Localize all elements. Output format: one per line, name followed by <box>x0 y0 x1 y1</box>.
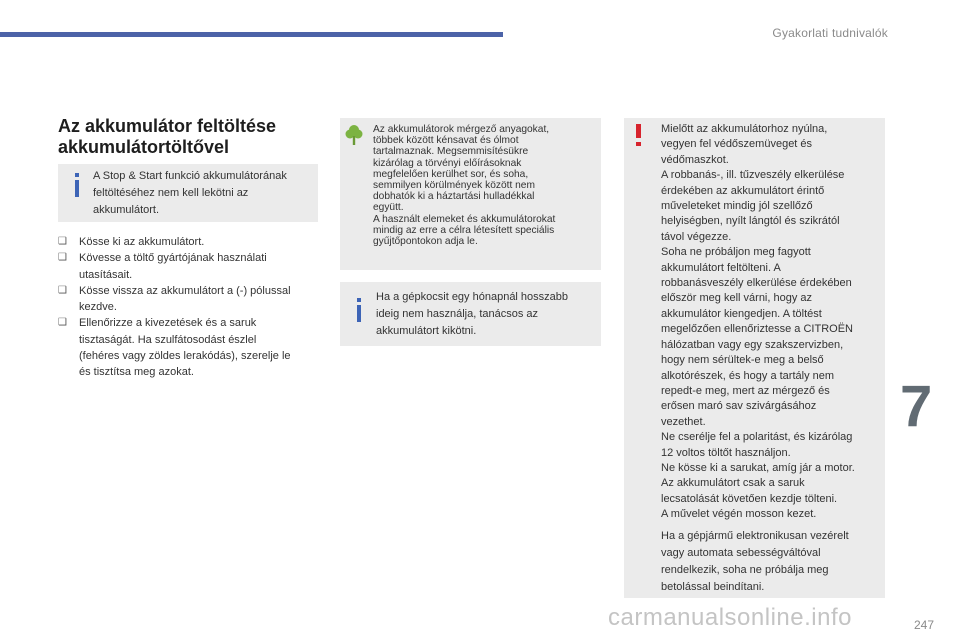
info-box-text: A Stop & Start funkció akkumulátorának feltöltéséhez nem kell lekötni az akkumulátort. <box>93 170 287 216</box>
list-item: ❑ Kösse vissza az akkumulátort a (-) pólussal kezdve. <box>58 284 291 314</box>
page-title <box>58 116 328 158</box>
checkbox-bullet-icon: ❑ <box>58 317 67 329</box>
info-box-text: Ha a gépkocsit egy hónapnál hosszabb ideig nem használja, tanácsos az akkumulátort kikötni. <box>376 291 569 337</box>
warning-box-tail-text: Ha a gépjármű elektronikusan vezérelt vagy automata sebességváltóval rendelkezik, soha ne próbálja meg betolással beindítani. <box>661 530 849 593</box>
checkbox-bullet-icon: ❑ <box>58 236 67 247</box>
checkbox-bullet-icon: ❑ <box>58 284 67 296</box>
warning-box-text: Mielőtt az akkumulátorhoz nyúlna, vegyen fel védőszemüveget és védőmaszkot. A robbanás-, ill. tűzveszély elkerülése érdekében az akkumulátort érintő műveleteket mindig jól szellőző helyiségben, nyílt lángtól és szikrától távol végezze. Soha ne próbáljon meg fagyott akkumulátort feltölteni. A robbanásveszély elkerülése érdekében először meg kell várni, hogy az akkumulátor kiengedjen. A töltést megelőzően ellenőriztesse a CITROËN hálózatban vagy egy szakszervizben, hogy nem sérültek-e meg a belső alkotórészek, és hogy a tartály nem repedt-e meg, mert az mérgező és erősen maró sav szivárgásához vezethet. Ne cserélje fel a polaritást, és kizárólag 12 voltos töltőt használjon. Ne kösse ki a sarukat, amíg jár a motor. Az akkumulátort csak a saruk lecsatolását követően kezdje tölteni. A művelet végén mosson kezet. <box>661 123 855 521</box>
recycle-box-text: Az akkumulátorok mérgező anyagokat, többek között kénsavat és ólmot tartalmaznak. Megsemmisítésükre kizárólag a törvényi előírásoknak megfelelően kerülhet sor, és soha, semmilyen körülmények között nem dobhatók ki a háztartási hulladékkal együtt. A használt elemeket és akkumulátorokat mindig az erre a célra létesített speciális gyűjtőpontokon adja le. <box>373 124 556 248</box>
warning-exclamation-dot <box>636 142 641 146</box>
warning-exclamation-icon <box>636 124 641 138</box>
page-number: 247 <box>914 618 935 632</box>
list-item: ❑ Kösse ki az akkumulátort. <box>58 234 322 250</box>
info-box-stop-start <box>58 164 318 222</box>
list-item: ❑ Ellenőrizze a kivezetések és a saruk tisztaságát. Ha szulfátosodást észlel (fehéres vagy zöldes lerakódás), szerelje le és tisztítsa meg azokat. <box>58 317 291 379</box>
info-box-long-storage <box>340 282 601 346</box>
chapter-number: 7 <box>900 374 933 439</box>
tree-recycle-icon <box>345 124 363 146</box>
info-icon <box>75 180 79 197</box>
header-accent-bar <box>0 32 503 37</box>
page-title-line-2: akkumulátortöltővel <box>58 137 230 157</box>
section-title: Gyakorlati tudnivalók <box>772 26 888 40</box>
info-icon <box>357 305 361 322</box>
checkbox-bullet-icon: ❑ <box>58 252 67 264</box>
watermark: carmanualsonline.info <box>608 604 852 631</box>
charging-steps-list <box>58 234 322 381</box>
page-title-line-1: Az akkumulátor feltöltése <box>58 116 277 136</box>
list-item: ❑ Kövesse a töltő gyártójának használati utasításait. <box>58 252 267 281</box>
